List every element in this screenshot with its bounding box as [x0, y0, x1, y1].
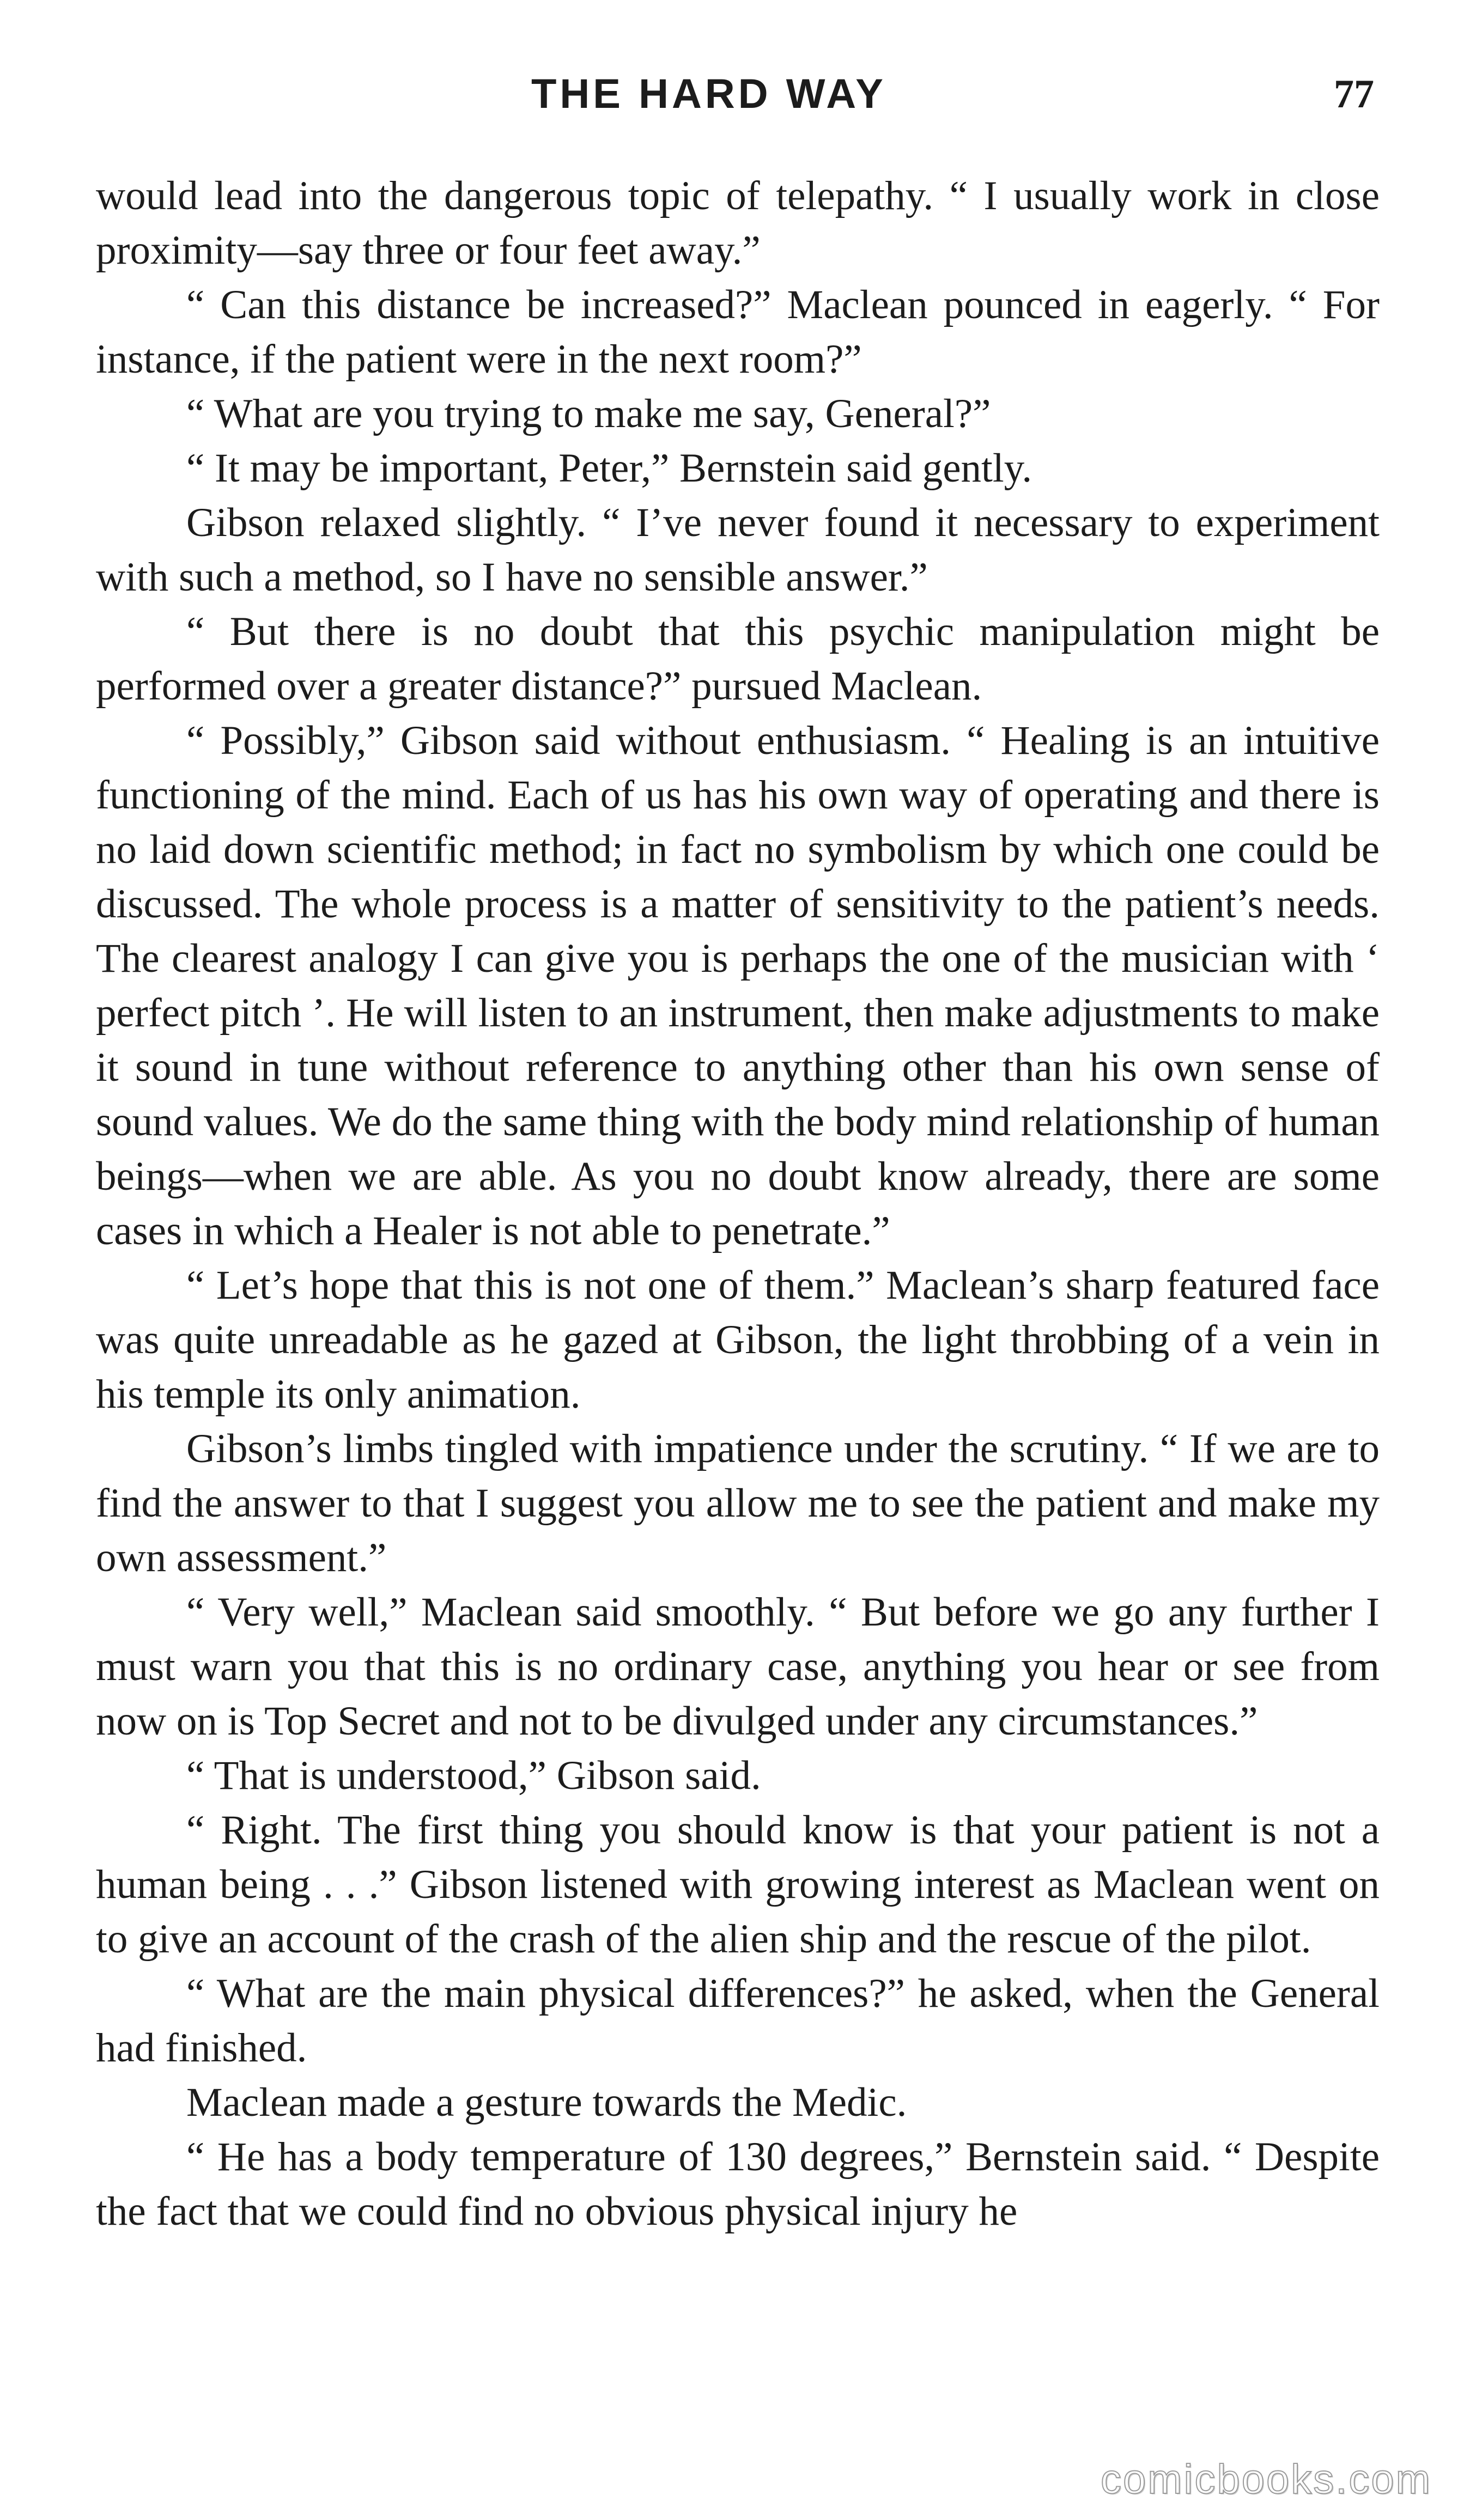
- paragraph: “ Let’s hope that this is not one of them.” Maclean’s sharp featured face was quite unreadable as he gazed at Gibson, the light throbbing of a vein in his temple its only animation.: [96, 1263, 1380, 1417]
- page-number: 77: [1334, 72, 1374, 117]
- paragraph: Gibson’s limbs tingled with impatience under the scrutiny. “ If we are to find the answer to that I suggest you allow me to see the patient and make my own assessment.”: [96, 1426, 1380, 1580]
- paragraph: “ He has a body temperature of 130 degrees,” Bernstein said. “ Despite the fact that we could find no obvious physical injury he: [96, 2134, 1380, 2234]
- paragraph: “ What are the main physical differences?” he asked, when the General had finished.: [96, 1971, 1380, 2071]
- paragraph: Maclean made a gesture towards the Medic.: [186, 2080, 907, 2125]
- paragraph: “ Very well,” Maclean said smoothly. “ But before we go any further I must warn you that this is no ordinary case, anything you hear or see from now on is Top Secret and not to be divulged under any circumstances.”: [96, 1590, 1380, 1744]
- paragraph: “ What are you trying to make me say, General?”: [186, 391, 991, 436]
- running-title: THE HARD WAY: [531, 71, 886, 117]
- watermark: comicbooks.com: [1101, 2456, 1432, 2503]
- paragraph: Gibson relaxed slightly. “ I’ve never found it necessary to experiment with such a method, so I have no sensible answer.”: [96, 500, 1380, 600]
- paragraph: “ Right. The first thing you should know is that your patient is not a human being . . .” Gibson listened with growing interest as Maclean went on to give an account of the crash of the alien ship and the rescue of the pilot.: [96, 1807, 1380, 1962]
- page-header: [0, 64, 1470, 124]
- paragraph: “ That is understood,” Gibson said.: [186, 1753, 761, 1798]
- paragraph: “ Possibly,” Gibson said without enthusiasm. “ Healing is an intuitive functioning of the mind. Each of us has his own way of operating and there is no laid down scientific method; in fact no symbolism by which one could be discussed. The whole process is a matter of sensitivity to the patient’s needs. The clearest analogy I can give you is perhaps the one of the musician with ‘ perfect pitch ’. He will listen to an instrument, then make adjustments to make it sound in tune without reference to anything other than his own sense of sound values. We do the same thing with the body mind relationship of human beings—when we are able. As you no doubt know already, there are some cases in which a Healer is not able to penetrate.”: [96, 718, 1380, 1253]
- paragraph: “ Can this distance be increased?” Maclean pounced in eagerly. “ For instance, if the patient were in the next room?”: [96, 282, 1380, 382]
- paragraph: “ But there is no doubt that this psychic manipulation might be performed over a greater distance?” pursued Maclean.: [96, 609, 1380, 709]
- body-text: [96, 169, 1380, 2239]
- paragraph: “ It may be important, Peter,” Bernstein said gently.: [186, 446, 1032, 491]
- paragraph: would lead into the dangerous topic of telepathy. “ I usually work in close proximity—say three or four feet away.”: [96, 173, 1380, 273]
